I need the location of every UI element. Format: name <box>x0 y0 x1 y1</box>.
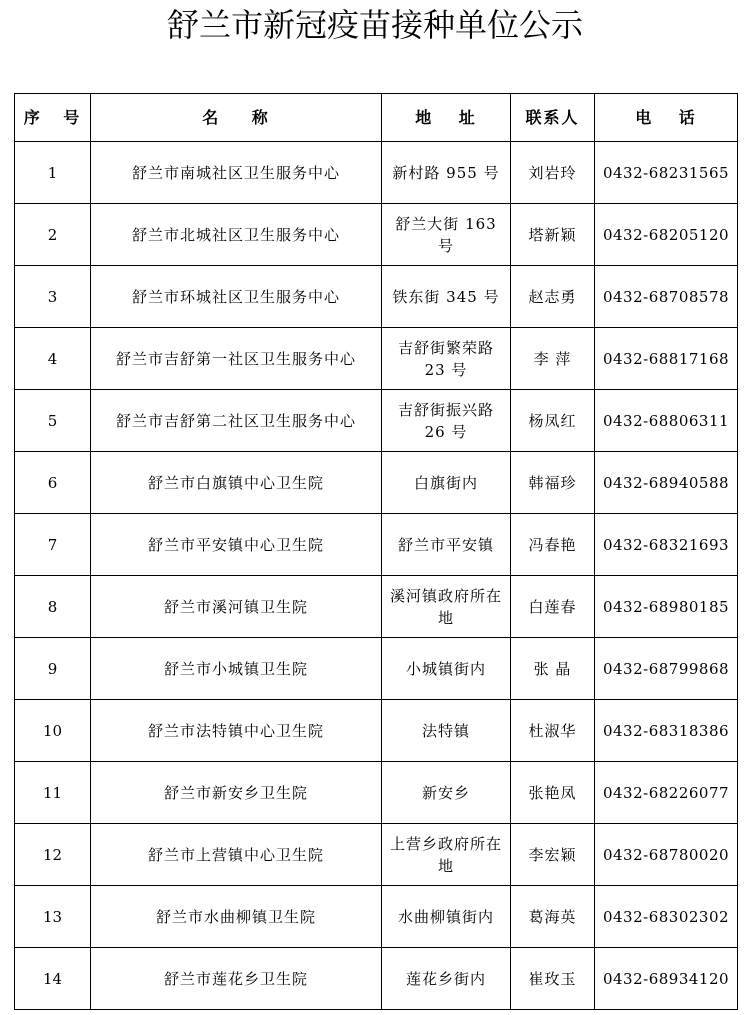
row-address: 舒兰市平安镇 <box>382 514 511 576</box>
table-header-row <box>15 94 738 142</box>
table-row <box>15 638 738 700</box>
row-phone: 0432-68940588 <box>595 452 738 514</box>
row-site-name: 舒兰市吉舒第一社区卫生服务中心 <box>91 328 382 390</box>
row-address: 新安乡 <box>382 762 511 824</box>
table-row <box>15 886 738 948</box>
header-index: 序 号 <box>15 94 91 142</box>
row-phone: 0432-68231565 <box>595 142 738 204</box>
row-site-name: 舒兰市水曲柳镇卫生院 <box>91 886 382 948</box>
row-address: 新村路 955 号 <box>382 142 511 204</box>
page-title: 舒兰市新冠疫苗接种单位公示 <box>166 6 583 44</box>
row-address: 吉舒街振兴路 26 号 <box>382 390 511 452</box>
row-site-name: 舒兰市莲花乡卫生院 <box>91 948 382 1010</box>
row-contact: 李宏颖 <box>511 824 595 886</box>
header-contact: 联系人 <box>511 94 595 142</box>
row-site-name: 舒兰市吉舒第二社区卫生服务中心 <box>91 390 382 452</box>
row-contact: 张 晶 <box>511 638 595 700</box>
row-phone: 0432-68708578 <box>595 266 738 328</box>
row-phone: 0432-68806311 <box>595 390 738 452</box>
table-row <box>15 452 738 514</box>
row-phone: 0432-68780020 <box>595 824 738 886</box>
table-row <box>15 700 738 762</box>
row-index: 8 <box>15 576 91 638</box>
table-row <box>15 204 738 266</box>
row-phone: 0432-68817168 <box>595 328 738 390</box>
row-contact: 葛海英 <box>511 886 595 948</box>
row-phone: 0432-68205120 <box>595 204 738 266</box>
row-index: 6 <box>15 452 91 514</box>
row-address: 水曲柳镇街内 <box>382 886 511 948</box>
row-contact: 白莲春 <box>511 576 595 638</box>
table-row <box>15 514 738 576</box>
row-site-name: 舒兰市上营镇中心卫生院 <box>91 824 382 886</box>
row-index: 3 <box>15 266 91 328</box>
row-address: 溪河镇政府所在地 <box>382 576 511 638</box>
row-index: 12 <box>15 824 91 886</box>
row-index: 7 <box>15 514 91 576</box>
row-contact: 张艳凤 <box>511 762 595 824</box>
row-contact: 刘岩玲 <box>511 142 595 204</box>
row-phone: 0432-68980185 <box>595 576 738 638</box>
row-contact: 韩福珍 <box>511 452 595 514</box>
row-contact: 李 萍 <box>511 328 595 390</box>
header-address: 地 址 <box>382 94 511 142</box>
table-row <box>15 390 738 452</box>
row-phone: 0432-68321693 <box>595 514 738 576</box>
row-site-name: 舒兰市法特镇中心卫生院 <box>91 700 382 762</box>
table-row <box>15 142 738 204</box>
row-site-name: 舒兰市溪河镇卫生院 <box>91 576 382 638</box>
vaccination-sites-table <box>14 93 738 1010</box>
header-name: 名 称 <box>91 94 382 142</box>
row-address: 白旗街内 <box>382 452 511 514</box>
row-contact: 杨凤红 <box>511 390 595 452</box>
row-address: 吉舒街繁荣路 23 号 <box>382 328 511 390</box>
row-site-name: 舒兰市环城社区卫生服务中心 <box>91 266 382 328</box>
table-row <box>15 948 738 1010</box>
table-row <box>15 762 738 824</box>
row-address: 铁东街 345 号 <box>382 266 511 328</box>
row-index: 4 <box>15 328 91 390</box>
row-site-name: 舒兰市白旗镇中心卫生院 <box>91 452 382 514</box>
row-index: 5 <box>15 390 91 452</box>
row-site-name: 舒兰市新安乡卫生院 <box>91 762 382 824</box>
row-phone: 0432-68226077 <box>595 762 738 824</box>
row-index: 13 <box>15 886 91 948</box>
row-index: 14 <box>15 948 91 1010</box>
row-index: 11 <box>15 762 91 824</box>
row-site-name: 舒兰市小城镇卫生院 <box>91 638 382 700</box>
row-address: 上营乡政府所在地 <box>382 824 511 886</box>
row-contact: 冯春艳 <box>511 514 595 576</box>
row-site-name: 舒兰市南城社区卫生服务中心 <box>91 142 382 204</box>
row-site-name: 舒兰市平安镇中心卫生院 <box>91 514 382 576</box>
table-row <box>15 328 738 390</box>
row-index: 10 <box>15 700 91 762</box>
table-row <box>15 576 738 638</box>
row-address: 法特镇 <box>382 700 511 762</box>
row-index: 1 <box>15 142 91 204</box>
row-contact: 赵志勇 <box>511 266 595 328</box>
row-phone: 0432-68799868 <box>595 638 738 700</box>
row-address: 小城镇街内 <box>382 638 511 700</box>
row-phone: 0432-68934120 <box>595 948 738 1010</box>
table-row <box>15 824 738 886</box>
row-index: 2 <box>15 204 91 266</box>
row-address: 舒兰大街 163 号 <box>382 204 511 266</box>
table-row <box>15 266 738 328</box>
row-phone: 0432-68318386 <box>595 700 738 762</box>
row-contact: 杜淑华 <box>511 700 595 762</box>
row-contact: 崔玫玉 <box>511 948 595 1010</box>
header-phone: 电 话 <box>595 94 738 142</box>
row-contact: 塔新颖 <box>511 204 595 266</box>
row-address: 莲花乡街内 <box>382 948 511 1010</box>
row-index: 9 <box>15 638 91 700</box>
row-phone: 0432-68302302 <box>595 886 738 948</box>
row-site-name: 舒兰市北城社区卫生服务中心 <box>91 204 382 266</box>
